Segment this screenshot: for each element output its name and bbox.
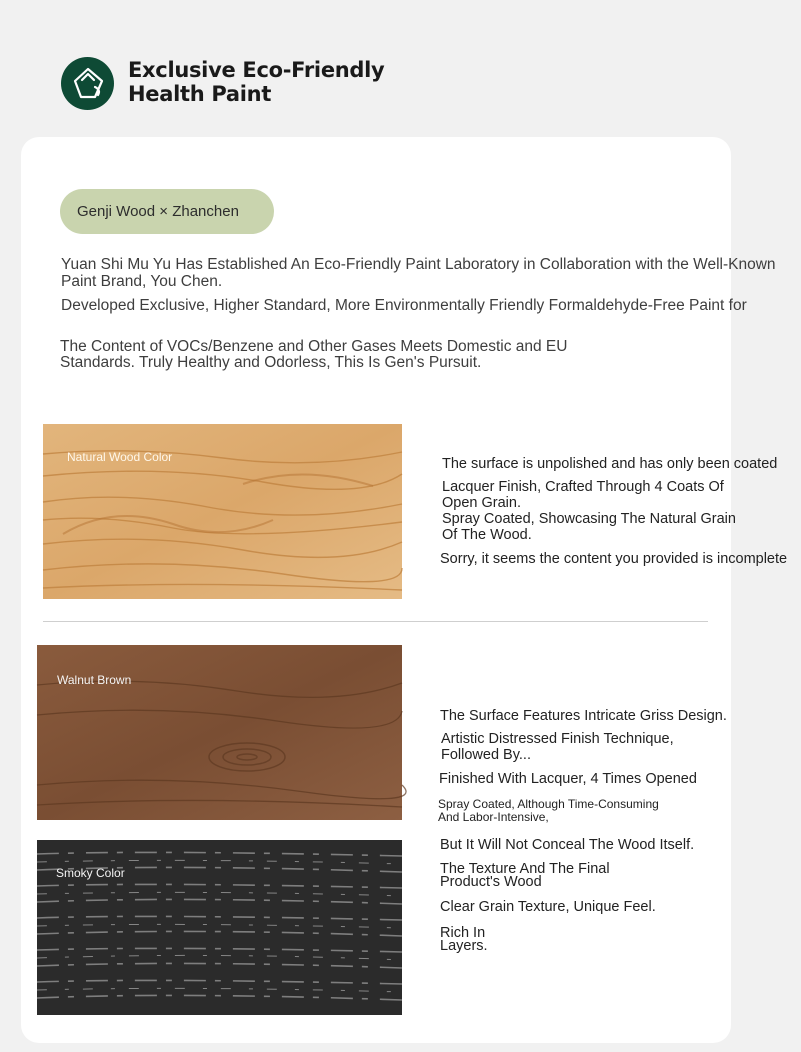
walnut-brown-swatch	[37, 645, 402, 820]
finish-desc-3: Finished With Lacquer, 4 Times Opened	[439, 771, 697, 787]
natural-desc-1: The surface is unpolished and has only been coated	[442, 456, 778, 472]
section-divider	[43, 621, 708, 622]
content-card	[21, 137, 788, 1043]
finish-desc-1: The Surface Features Intricate Griss Design.	[440, 708, 727, 724]
natural-desc-3: Spray Coated, Showcasing The Natural Grain Of The Wood.	[442, 511, 736, 543]
page-title: Exclusive Eco-Friendly Health Paint	[128, 58, 385, 106]
finish-desc-4: Spray Coated, Although Time-Consuming And Labor-Intensive,	[438, 797, 659, 824]
natural-wood-label: Natural Wood Color	[67, 450, 173, 464]
finish-desc-7: Clear Grain Texture, Unique Feel.	[440, 899, 656, 915]
finish-desc-6: The Texture And The Final Product's Wood	[440, 861, 610, 890]
finish-desc-2: Artistic Distressed Finish Technique, Followed By...	[441, 731, 674, 763]
walnut-wood-texture	[37, 645, 402, 820]
finish-desc-5: But It Will Not Conceal The Wood Itself.	[440, 837, 695, 853]
collab-badge: Genji Wood × Zhanchen	[60, 189, 274, 234]
brand-logo	[61, 57, 114, 110]
intro-text-2: Developed Exclusive, Higher Standard, More Environmentally Friendly Formaldehyde-Free Paint for	[61, 297, 747, 314]
walnut-brown-label: Walnut Brown	[57, 673, 132, 687]
natural-desc-4: Sorry, it seems the content you provided is incomplete	[440, 551, 788, 567]
intro-text-1: Yuan Shi Mu Yu Has Established An Eco-Friendly Paint Laboratory in Collaboration with the Well-Known Paint Brand, You Chen.	[61, 256, 776, 290]
smoky-color-swatch	[37, 840, 402, 1015]
natural-desc-2: Lacquer Finish, Crafted Through 4 Coats Of Open Grain.	[442, 479, 724, 511]
natural-wood-swatch	[43, 424, 402, 599]
paint-bucket-icon	[61, 57, 114, 110]
smoky-color-label: Smoky Color	[56, 866, 125, 880]
finish-desc-8: Rich In Layers.	[440, 925, 488, 954]
intro-text-3: The Content of VOCs/Benzene and Other Gases Meets Domestic and EU Standards. Truly Healthy and Odorless, This Is Gen's Pursuit.	[60, 338, 568, 371]
